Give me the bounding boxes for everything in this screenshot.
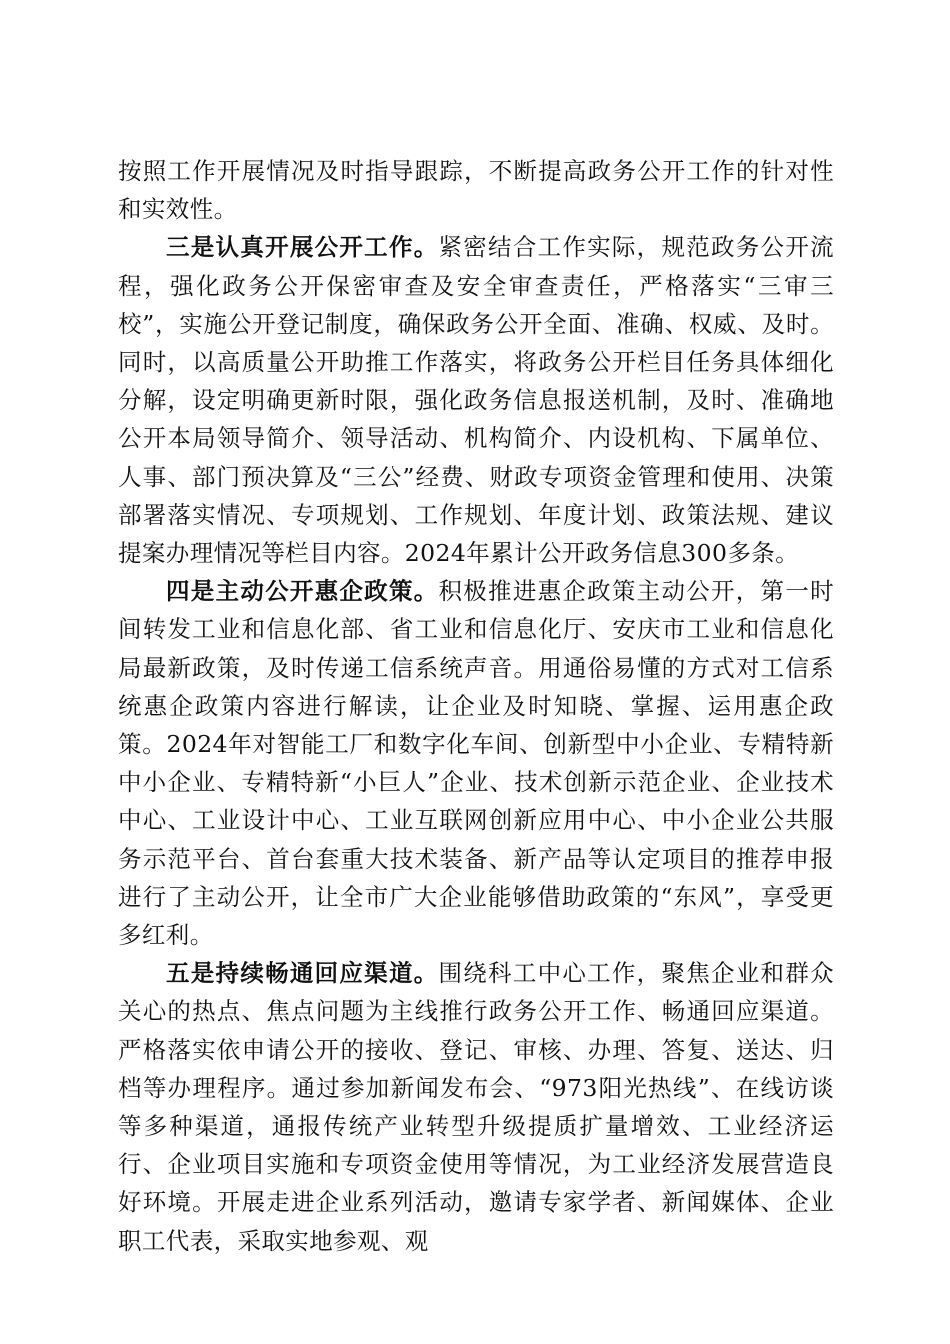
paragraph-heading: 五是持续畅通回应渠道。 xyxy=(166,959,439,988)
paragraph-open-work xyxy=(118,228,834,572)
document-body xyxy=(118,152,834,1260)
paragraph-text: 积极推进惠企政策主动公开，第一时间转发工业和信息化部、省工业和信息化厅、安庆市工业和信息化局最新政策，及时传递工信系统声音。用通俗易懂的方式对工信系统惠企政策内容进行解读，让企业及时知晓、掌握、运用惠企政策。2024年对智能工厂和数字化车间、创新型中小企业、专精特新中小企业、专精特新“小巨人”企业、技术创新示范企业、企业技术中心、工业设计中心、工业互联网创新应用中心、中小企业公共服务示范平台、首台套重大技术装备、新产品等认定项目的推荐申报进行了主动公开，让全市广大企业能够借助政策的“东风”，享受更多红利。 xyxy=(118,577,834,950)
paragraph-text: 围绕科工中心工作，聚焦企业和群众关心的热点、焦点问题为主线推行政务公开工作、畅通回应渠道。严格落实依申请公开的接收、登记、审核、办理、答复、送达、归档等办理程序。通过参加新闻发布会、“973阳光热线”、在线访谈等多种渠道，通报传统产业转型升级提质扩量增效、工业经济运行、企业项目实施和专项资金使用等情况，为工业经济发展营造良好环境。开展走进企业系列活动，邀请专家学者、新闻媒体、企业职工代表，采取实地参观、观 xyxy=(118,959,834,1255)
paragraph-text: 紧密结合工作实际，规范政务公开流程，强化政务公开保密审查及安全审查责任，严格落实“三审三校”，实施公开登记制度，确保政务公开全面、准确、权威、及时。同时，以高质量公开助推工作落实，将政务公开栏目任务具体细化分解，设定明确更新时限，强化政务信息报送机制，及时、准确地公开本局领导简介、领导活动、机构简介、内设机构、下属单位、人事、部门预决算及“三公”经费、财政专项资金管理和使用、决策部署落实情况、专项规划、工作规划、年度计划、政策法规、建议提案办理情况等栏目内容。2024年累计公开政务信息300多条。 xyxy=(118,233,834,568)
paragraph-heading: 四是主动公开惠企政策。 xyxy=(166,577,439,606)
paragraph-enterprise-policy xyxy=(118,572,834,954)
paragraph-response-channels xyxy=(118,954,834,1260)
paragraph-text: 按照工作开展情况及时指导跟踪，不断提高政务公开工作的针对性和实效性。 xyxy=(118,157,834,224)
paragraph-heading: 三是认真开展公开工作。 xyxy=(166,233,439,262)
paragraph-continuation xyxy=(118,152,834,228)
